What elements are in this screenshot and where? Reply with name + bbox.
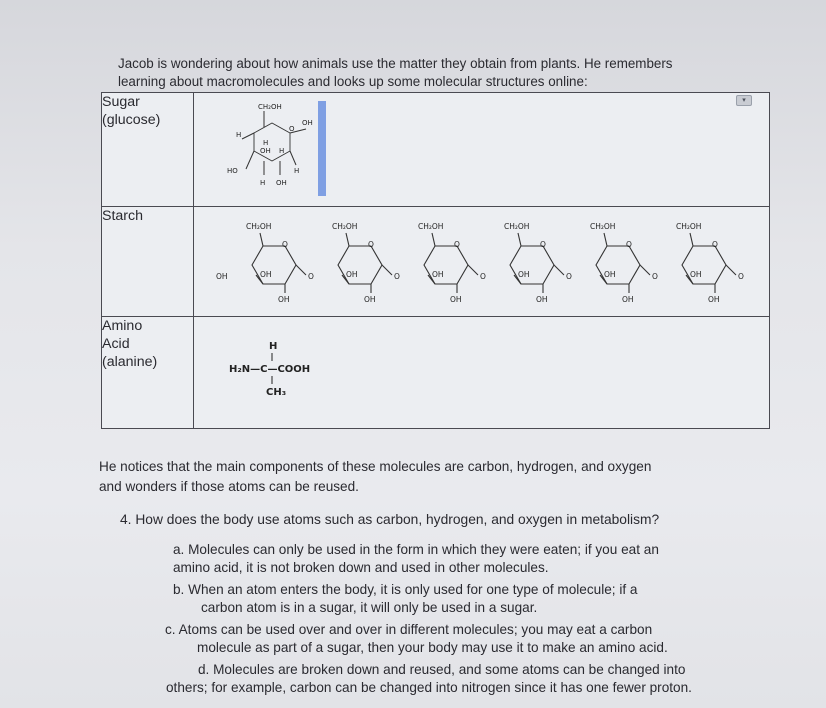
starch-oh: OH (346, 270, 358, 279)
starch-link-o: O (566, 272, 572, 281)
table-row (102, 207, 770, 317)
starch-oh-bottom: OH (364, 295, 376, 304)
starch-oh: OH (432, 270, 444, 279)
starch-oh: OH (518, 270, 530, 279)
svg-text:O: O (289, 125, 295, 133)
starch-ch2oh: CH₂OH (246, 222, 272, 231)
observation-text: He notices that the main components of these molecules are carbon, hydrogen, and oxygen and wonders if those atoms can be reused. (99, 459, 652, 494)
text-cursor-highlight (318, 101, 326, 196)
starch-structure (194, 207, 769, 311)
starch-oh-bottom: OH (450, 295, 462, 304)
glucose-ch2oh: CH₂OH (258, 103, 282, 111)
svg-text:HO: HO (227, 167, 238, 175)
option-a[interactable]: a. Molecules can only be used in the form in which they were eaten; if you eat an amino acid, it is not broken down and used in other molecules. (173, 542, 659, 575)
starch-ch2oh: CH₂OH (676, 222, 702, 231)
intro-line-2: learning about macromolecules and looks up some molecular structures online: (118, 74, 588, 89)
alanine-h: H (269, 341, 278, 352)
starch-ch2oh: CH₂OH (332, 222, 358, 231)
starch-ch2oh: CH₂OH (418, 222, 444, 231)
starch-link-o: O (738, 272, 744, 281)
question-4: 4. How does the body use atoms such as carbon, hydrogen, and oxygen in metabolism? (120, 512, 660, 527)
starch-ring-o: O (540, 240, 546, 249)
glucose-structure (194, 93, 769, 201)
starch-ring-o: O (626, 240, 632, 249)
svg-text:H: H (294, 167, 300, 175)
starch-link-o: O (480, 272, 486, 281)
table-row (102, 317, 770, 429)
alanine-structure-cell (194, 317, 770, 429)
starch-ch2oh: CH₂OH (504, 222, 530, 231)
starch-oh: OH (260, 270, 272, 279)
alanine-ch3: CH₃ (266, 387, 287, 398)
starch-link-o: O (308, 272, 314, 281)
row-label-starch: Starch (102, 207, 194, 317)
intro-text (118, 55, 738, 91)
row-label-sugar: Sugar (glucose) (102, 93, 194, 207)
table-row (102, 93, 770, 207)
starch-oh-bottom: OH (708, 295, 720, 304)
starch-oh-start: OH (216, 272, 228, 281)
svg-text:H: H (279, 147, 285, 155)
glucose-structure-cell (194, 93, 770, 207)
alanine-structure (194, 317, 769, 423)
starch-ch2oh: CH₂OH (590, 222, 616, 231)
option-c[interactable]: c. Atoms can be used over and over in different molecules; you may eat a carbon molecule as part of a sugar, then your body may use it to make an amino acid. (165, 622, 668, 655)
chevron-down-icon[interactable]: ▾ (736, 95, 752, 106)
starch-ring-o: O (712, 240, 718, 249)
starch-link-o: O (652, 272, 658, 281)
row-label-amino-acid: Amino Acid (alanine) (102, 317, 194, 429)
starch-oh-bottom: OH (622, 295, 634, 304)
starch-ring-o: O (282, 240, 288, 249)
option-b[interactable]: b. When an atom enters the body, it is only used for one type of molecule; if a carbon atom is in a sugar, it will only be used in a sugar. (173, 582, 638, 615)
option-d[interactable]: d. Molecules are broken down and reused, and some atoms can be changed into others; for example, carbon can be changed into nitrogen since it has one fewer proton. (166, 662, 692, 695)
starch-oh: OH (604, 270, 616, 279)
svg-text:H: H (263, 139, 269, 147)
starch-oh: OH (690, 270, 702, 279)
answer-options (165, 541, 773, 701)
svg-text:H: H (260, 179, 266, 187)
svg-text:OH: OH (302, 119, 313, 127)
molecule-table (101, 92, 770, 429)
svg-text:OH: OH (276, 179, 287, 187)
starch-ring-o: O (454, 240, 460, 249)
starch-structure-cell (194, 207, 770, 317)
starch-ring-o: O (368, 240, 374, 249)
starch-oh-bottom: OH (536, 295, 548, 304)
svg-text:H: H (236, 131, 242, 139)
starch-oh-bottom: OH (278, 295, 290, 304)
starch-link-o: O (394, 272, 400, 281)
intro-line-1: Jacob is wondering about how animals use the matter they obtain from plants. He remembers (118, 56, 673, 71)
svg-text:OH: OH (260, 147, 271, 155)
alanine-backbone: H₂N—C—COOH (229, 364, 311, 375)
